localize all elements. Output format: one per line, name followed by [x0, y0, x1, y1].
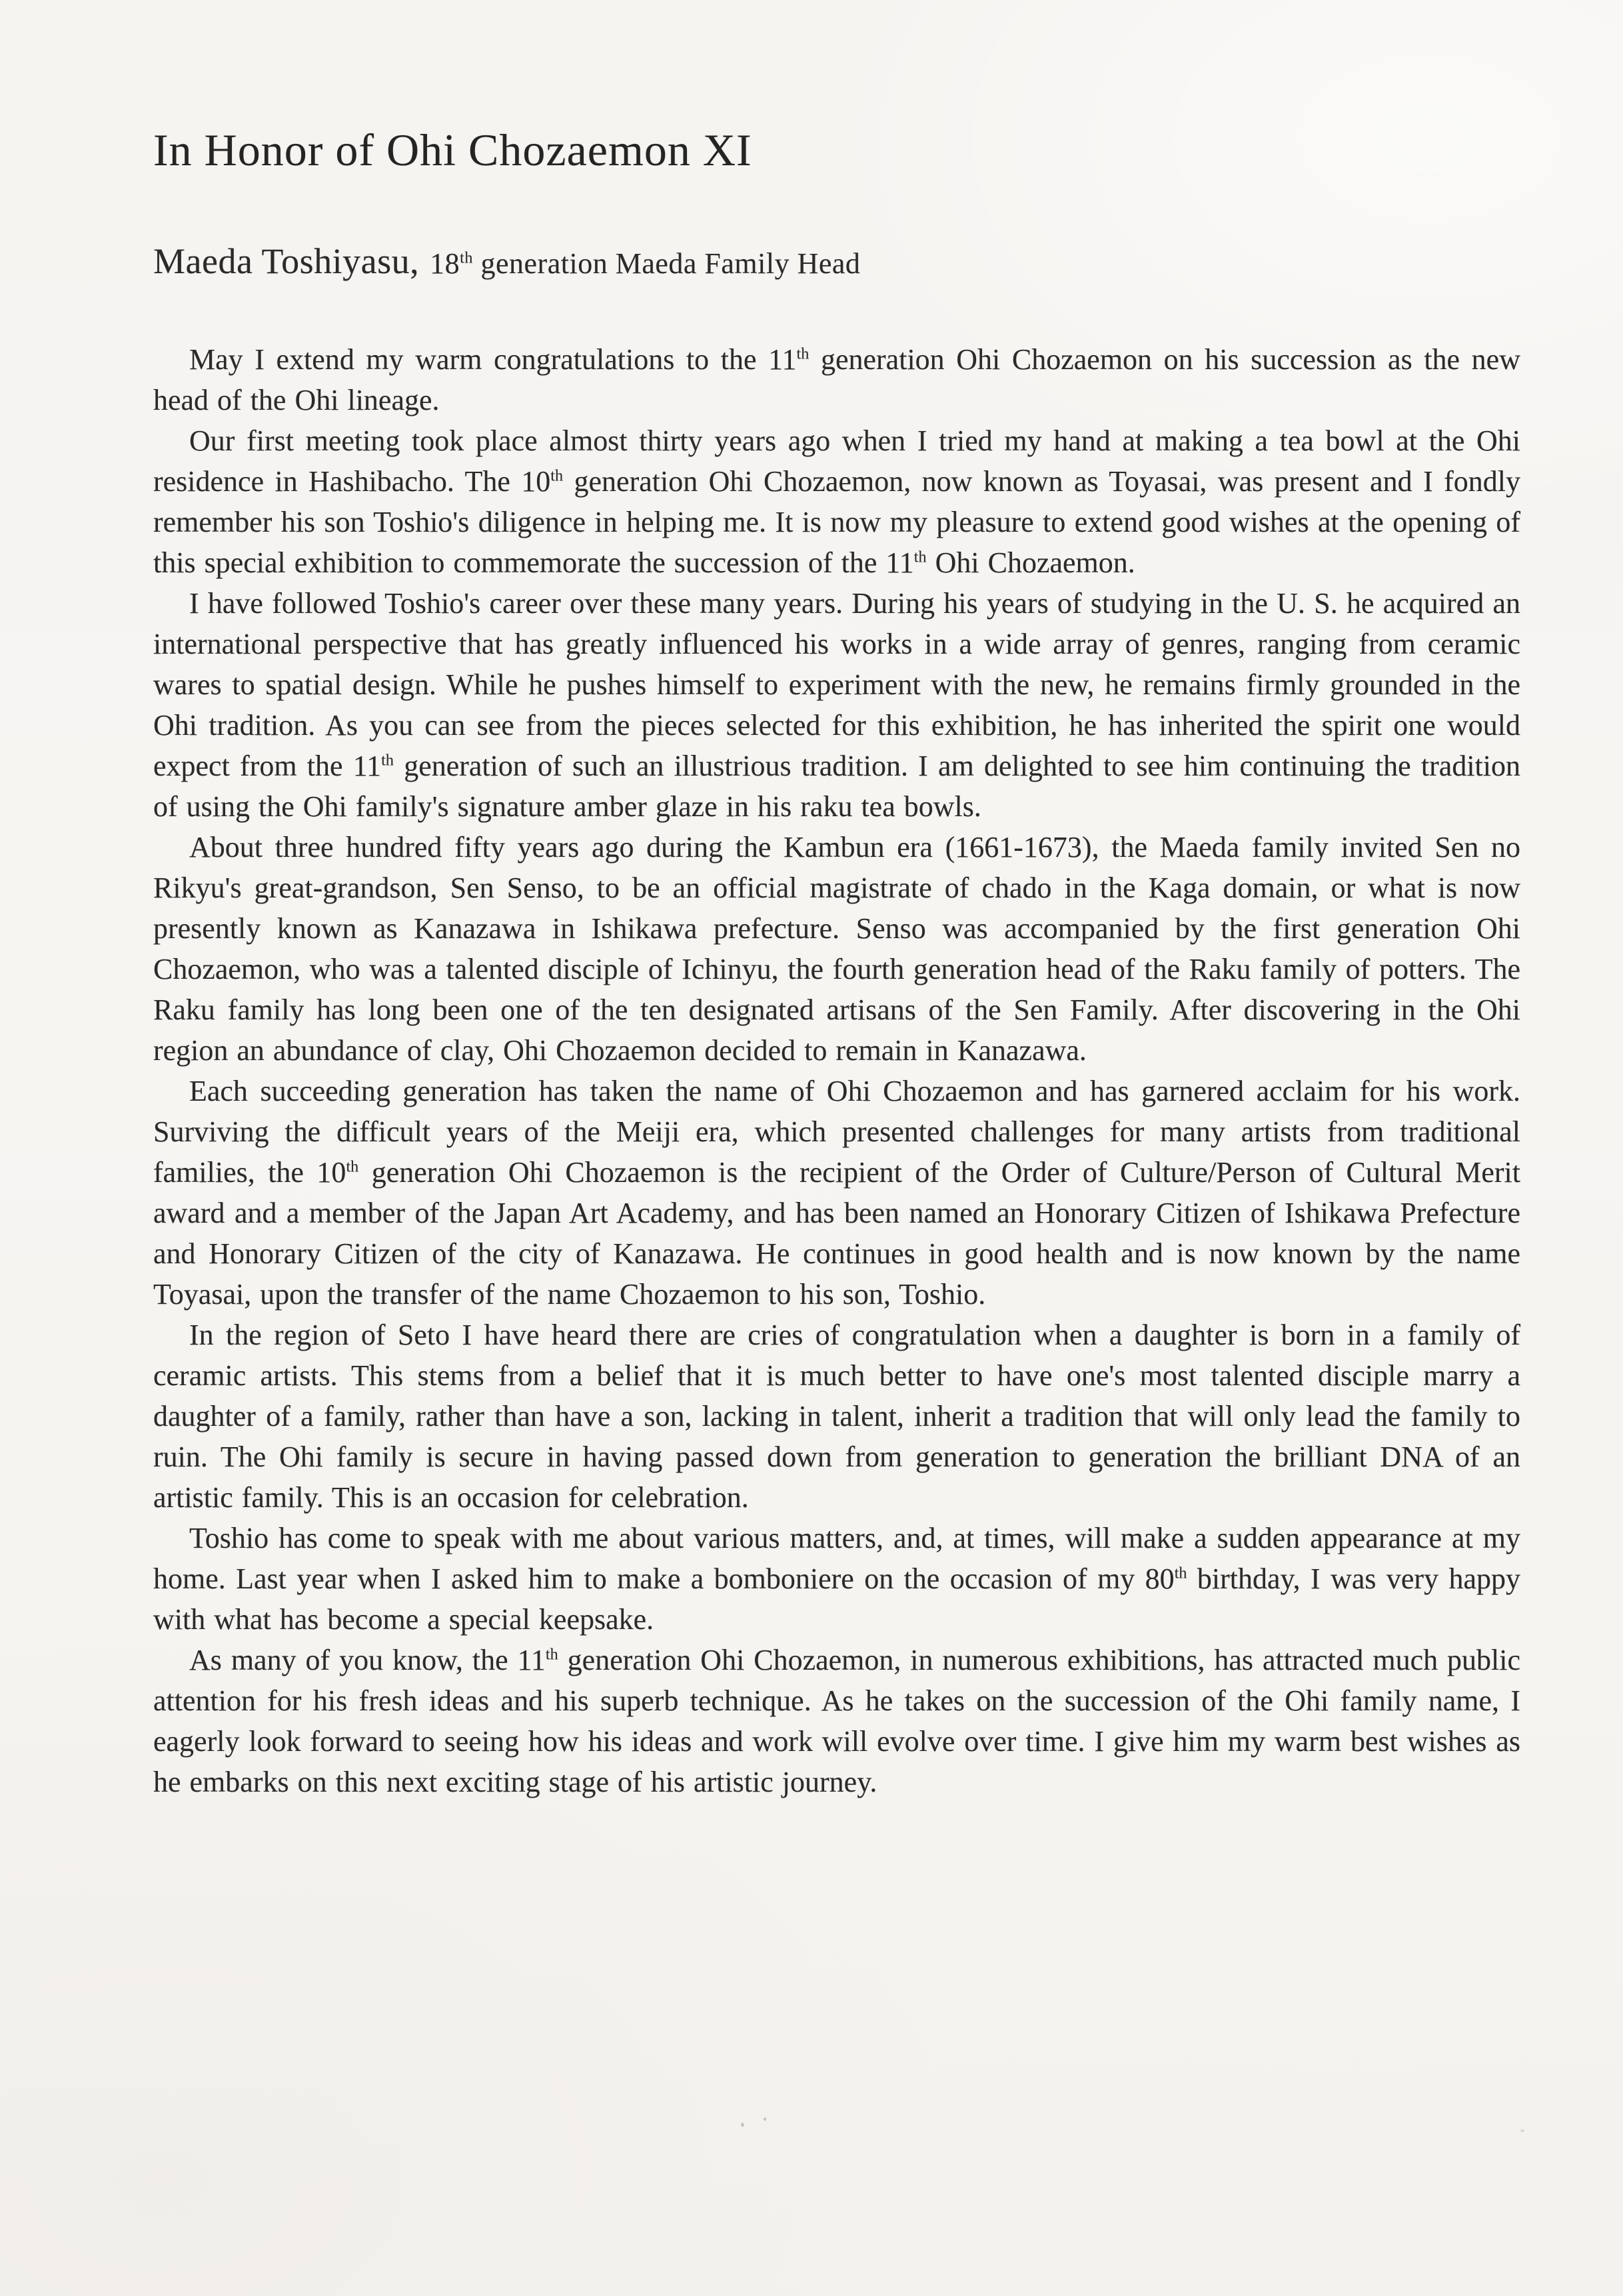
paragraph	[153, 827, 1520, 1071]
paragraph-text: generation Ohi Chozaemon, in numerous exhibitions, has attracted much public attention for his fresh ideas and his superb technique. As he takes on the succession of the Ohi family name, I eagerly look forward to seeing how his ideas and work will evolve over time. I give him my warm best wishes as he embarks on this next exciting stage of his artistic journey.	[153, 1644, 1521, 1798]
ordinal-superscript: th	[381, 751, 394, 770]
paragraph	[153, 1071, 1520, 1315]
ordinal-superscript: th	[1174, 1564, 1187, 1582]
paragraph-text: generation Ohi Chozaemon is the recipient of the Order of Culture/Person of Cultural Merit award and a member of the Japan Art Academy, and has been named an Honorary Citizen of Ishikawa Prefecture and Honorary Citizen of the city of Kanazawa. He continues in good health and is now known by the name Toyasai, upon the transfer of the name Chozaemon to his son, Toshio.	[153, 1156, 1520, 1311]
page-title: In Honor of Ohi Chozaemon XI	[153, 125, 752, 175]
paragraph-text: About three hundred fifty years ago during the Kambun era (1661-1673), the Maeda family invited Sen no Rikyu's great-grandson, Sen Senso, to be an official magistrate of chado in the Kaga domain, or what is now presently known as Kanazawa in Ishikawa prefecture. Senso was accompanied by the first generation Ohi Chozaemon, who was a talented disciple of Ichinyu, the fourth generation head of the Raku family of potters. The Raku family has long been one of the ten designated artisans of the Sen Family. After discovering in the Ohi region an abundance of clay, Ohi Chozaemon decided to remain in Kanazawa.	[153, 831, 1520, 1067]
paragraph-text: I have followed Toshio's career over these many years. During his years of studying in the U. S. he acquired an international perspective that has greatly influenced his works in a wide array of genres, ranging from ceramic wares to spatial design. While he pushes himself to experiment with the new, he remains firmly grounded in the Ohi tradition. As you can see from the pieces selected for this exhibition, he has inherited the spirit one would expect from the 11	[153, 587, 1520, 782]
paragraph	[153, 583, 1520, 827]
scan-speckle	[741, 2123, 744, 2127]
ordinal-superscript: th	[550, 466, 564, 485]
scan-speckle	[1520, 2129, 1524, 2132]
paragraph-text: As many of you know, the 11	[189, 1644, 546, 1676]
paragraph	[153, 339, 1520, 420]
paragraph-text: generation of such an illustrious tradition. I am delighted to see him continuing the tradition of using the Ohi family's signature amber glaze in his raku tea bowls.	[153, 750, 1520, 823]
ordinal-superscript: th	[796, 344, 810, 363]
paragraph-text: In the region of Seto I have heard there are cries of congratulation when a daughter is born in a family of ceramic artists. This stems from a belief that it is much better to have one's most talented disciple marry a daughter of a family, rather than have a son, lacking in talent, inherit a tradition that will only lead the family to ruin. The Ohi family is secure in having passed down from generation to generation the brilliant DNA of an artistic family. This is an occasion for celebration.	[153, 1319, 1520, 1514]
paragraph-text: generation Ohi Chozaemon, now known as Toyasai, was present and I fondly remember his son Toshio's diligence in helping me. It is now my pleasure to extend good wishes at the opening of this special exhibition to commemorate the succession of the 11	[153, 465, 1521, 579]
paragraph-text: Ohi Chozaemon.	[926, 546, 1135, 579]
byline	[153, 241, 1520, 282]
scan-speckle	[764, 2117, 766, 2121]
paragraph-text: May I extend my warm congratulations to the 11	[189, 343, 797, 376]
paragraph-text: birthday, I was very happy with what has become a special keepsake.	[153, 1562, 1520, 1636]
paragraph	[153, 1518, 1520, 1640]
ordinal-superscript: th	[913, 548, 927, 566]
byline-generation-number: 18	[430, 247, 460, 280]
paragraph-text: generation Ohi Chozaemon on his succession as the new head of the Ohi lineage.	[153, 343, 1520, 416]
ordinal-superscript: th	[346, 1157, 359, 1176]
byline-author-name: Maeda Toshiyasu,	[153, 241, 420, 281]
paragraph-text: Each succeeding generation has taken the name of Ohi Chozaemon and has garnered acclaim for his work. Surviving the difficult years of the Meiji era, which presented challenges for many artists from traditional families, the 10	[153, 1075, 1520, 1189]
byline-author-role	[430, 247, 860, 280]
paragraph	[153, 1315, 1520, 1518]
article	[153, 124, 1520, 1802]
body-text	[153, 339, 1520, 1802]
paragraph	[153, 420, 1520, 583]
byline-role-text: generation Maeda Family Head	[473, 247, 861, 280]
paragraph-text: Our first meeting took place almost thirty years ago when I tried my hand at making a tea bowl at the Ohi residence in Hashibacho. The 10	[153, 424, 1520, 498]
paragraph	[153, 1640, 1520, 1802]
ordinal-superscript: th	[545, 1645, 558, 1664]
byline-ordinal-superscript: th	[460, 249, 473, 267]
paragraph-text: Toshio has come to speak with me about various matters, and, at times, will make a sudden appearance at my home. Last year when I asked him to make a bomboniere on the occasion of my 80	[153, 1522, 1520, 1595]
